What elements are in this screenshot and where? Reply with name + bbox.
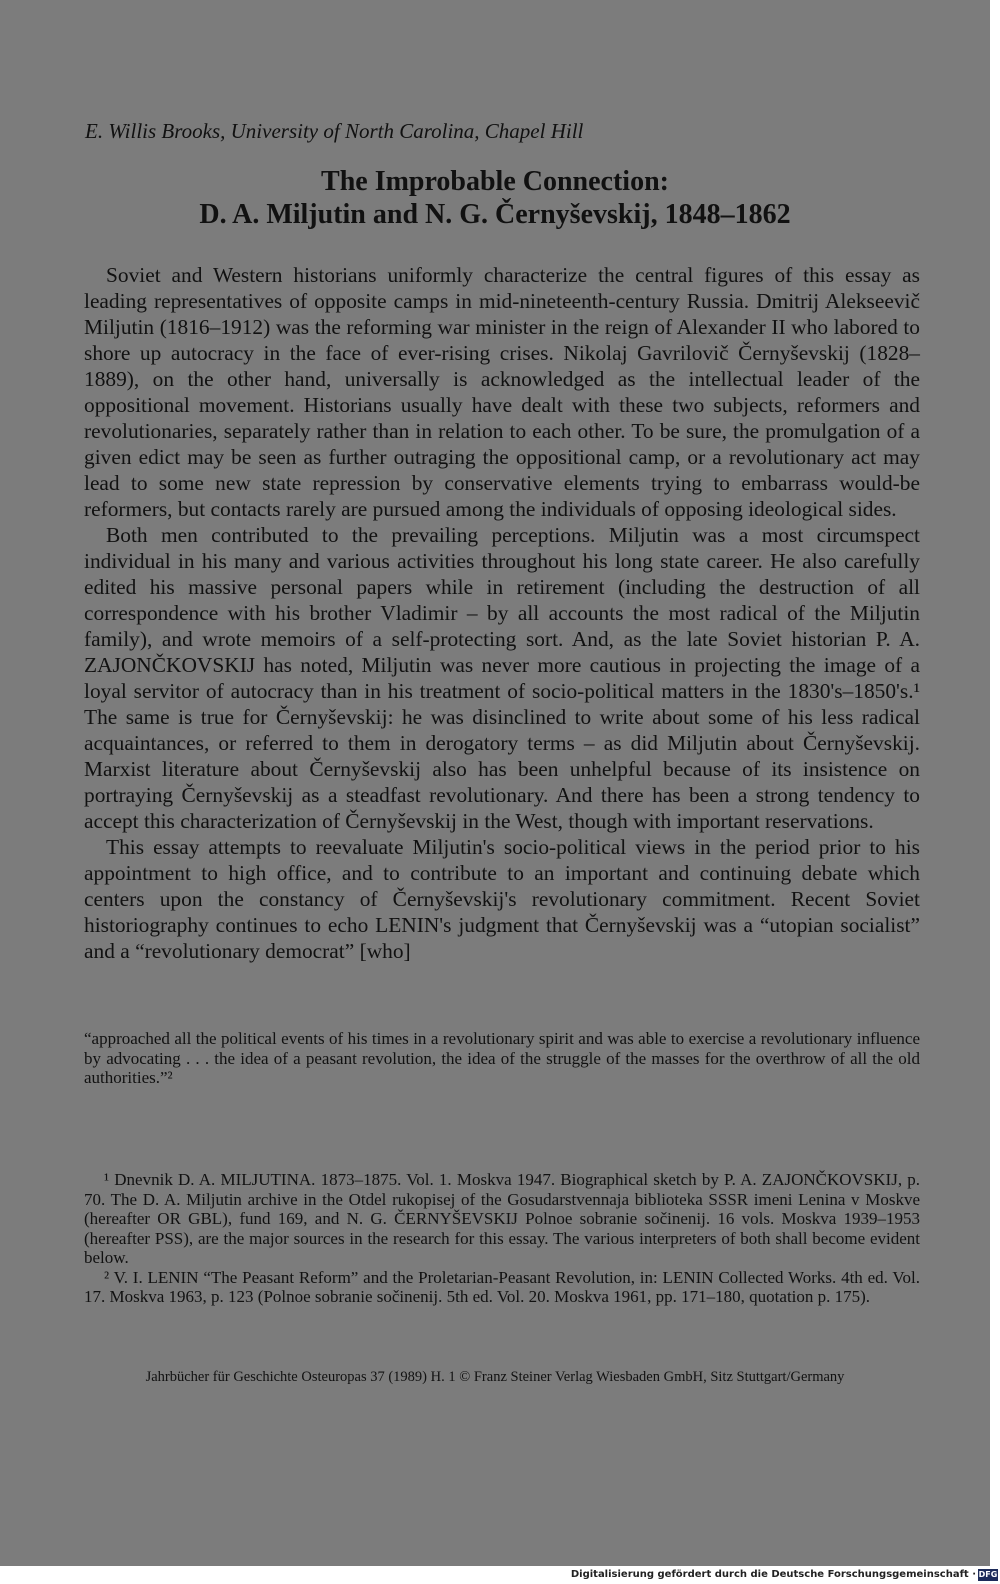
body-paragraph-2: Both men contributed to the prevailing perceptions. Miljutin was a most circumspect individual in his many and various activities throughout his long state career. He also carefully edited his massive personal papers while in retirement (including the destruction of all correspondence with his brother Vladimir – by all accounts the most radical of the Miljutin family), and wrote memoirs of a self-protecting sort. And, as the late Soviet historian P. A. ZAJONČKOVSKIJ has noted, Miljutin was never more cautious in projecting the image of a loyal servitor of autocracy than in his treatment of socio-political matters in the 1830's–1850's.¹ The same is true for Černyševskij: he was disinclined to write about some of his less radical acquaintances, or referred to them in derogatory terms – as did Miljutin about Černyševskij. Marxist literature about Černyševskij also has been unhelpful because of its insistence on portraying Černyševskij as a steadfast revolutionary. And there has been a strong tendency to accept this characterization of Černyševskij in the West, though with important reservations.	[84, 523, 920, 833]
dfg-credit-text: Digitalisierung gefördert durch die Deutsche Forschungsgemeinschaft ·	[570, 1569, 976, 1580]
author-line: E. Willis Brooks, University of North Carolina, Chapel Hill	[85, 119, 584, 143]
footnote-2: ² V. I. LENIN “The Peasant Reform” and the Proletarian-Peasant Revolution, in: LENIN Collected Works. 4th ed. Vol. 17. Moskva 1963, p. 123 (Polnoe sobranie sočinenij. 5th ed. Vol. 20. Moskva 1961, pp. 171–180, quotation p. 175).	[84, 1267, 920, 1306]
body-paragraph-1: Soviet and Western historians uniformly characterize the central figures of this essay as leading representatives of opposite camps in mid-nineteenth-century Russia. Dmitrij Alekseevič Miljutin (1816–1912) was the reforming war minister in the reign of Alexander II who labored to shore up autocracy in the face of ever-rising crises. Nikolaj Gavrilovič Černyševskij (1828–1889), on the other hand, universally is acknowledged as the intellectual leader of the oppositional movement. Historians usually have dealt with these two subjects, reformers and revolutionaries, separately rather than in relation to each other. To be sure, the promulgation of a given edict may be seen as further outraging the oppositional camp, or a revolutionary act may lead to some new state repression by conservative elements trying to embarrass would-be reformers, but contacts rarely are pursued among the individuals of opposing ideological sides.	[84, 263, 920, 521]
body-paragraph-3: This essay attempts to reevaluate Miljutin's socio-political views in the period prior to his appointment to high office, and to contribute to an important and continuing debate which centers upon the constancy of Černyševskij's revolutionary commitment. Recent Soviet historiography continues to echo LENIN's judgment that Černyševskij was a “utopian socialist” and a “revolutionary democrat” [who]	[84, 835, 920, 963]
article-title-line-2: D. A. Miljutin and N. G. Černyševskij, 1848–1862	[199, 199, 791, 230]
dfg-logo-icon: DFG	[978, 1570, 998, 1579]
article-body	[84, 262, 920, 964]
footnotes	[84, 1170, 920, 1307]
block-quote: “approached all the political events of his times in a revolutionary spirit and was able to exercise a revolutionary influence by advocating . . . the idea of a peasant revolution, the idea of the struggle of the masses for the overthrow of all the old authorities.”²	[84, 1029, 920, 1087]
journal-citation: Jahrbücher für Geschichte Osteuropas 37 (1989) H. 1 © Franz Steiner Verlag Wiesbaden GmbH, Sitz Stuttgart/Germany	[145, 1369, 845, 1385]
footnote-1: ¹ Dnevnik D. A. MILJUTINA. 1873–1875. Vol. 1. Moskva 1947. Biographical sketch by P. A. ZAJONČKOVSKIJ, p. 70. The D. A. Miljutin archive in the Otdel rukopisej of the Gosudarstvennaja biblioteka SSSR imeni Lenina v Moskve (hereafter OR GBL), fund 169, and N. G. ČERNYŠEVSKIJ Polnoe sobranie sočinenij. 16 vols. Moskva 1939–1953 (hereafter PSS), are the major sources in the research for this essay. The various interpreters of both shall become evident below.	[84, 1170, 920, 1267]
article-title-line-1: The Improbable Connection:	[321, 166, 669, 197]
